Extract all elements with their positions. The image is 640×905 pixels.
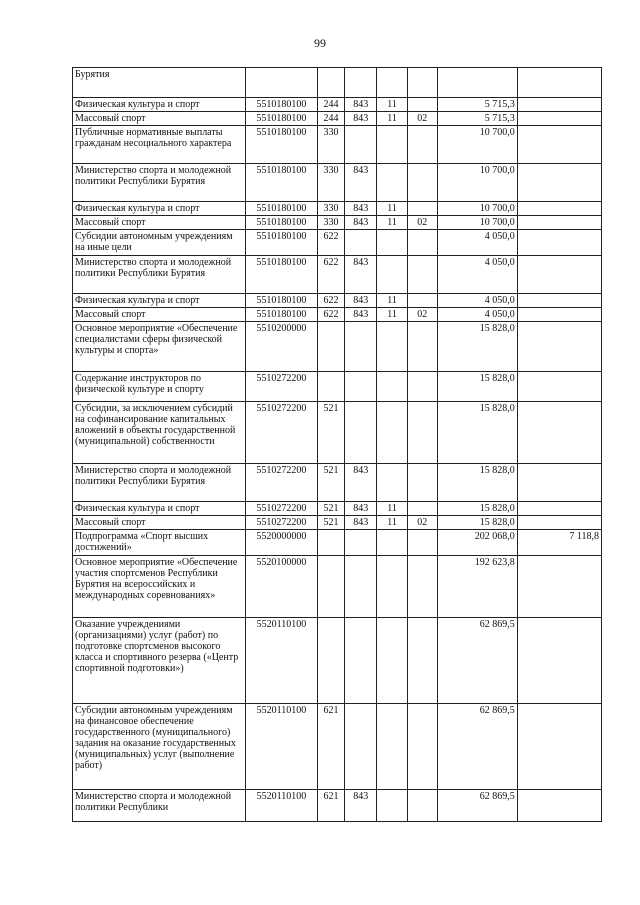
- row-vr-cell: 521: [318, 402, 345, 464]
- row-name-cell: Массовый спорт: [73, 516, 246, 530]
- row-grbs-cell: [345, 68, 377, 98]
- row-grbs-cell: 843: [345, 256, 377, 294]
- row-vr-cell: 330: [318, 164, 345, 202]
- table-row: [73, 308, 602, 322]
- table-row: [73, 112, 602, 126]
- row-rz-cell: 11: [377, 98, 407, 112]
- row-sum2-cell: [517, 464, 601, 502]
- row-rz-cell: [377, 402, 407, 464]
- row-vr-cell: [318, 68, 345, 98]
- row-pr-cell: [407, 502, 437, 516]
- row-grbs-cell: 843: [345, 502, 377, 516]
- row-vr-cell: [318, 618, 345, 704]
- row-csr-cell: 5510180100: [245, 202, 317, 216]
- row-sum-cell: 62 869,5: [437, 704, 517, 790]
- row-rz-cell: [377, 126, 407, 164]
- table-row: [73, 502, 602, 516]
- row-rz-cell: [377, 790, 407, 822]
- row-name-cell: Публичные нормативные выплаты гражданам несоциального характера: [73, 126, 246, 164]
- table-row: [73, 618, 602, 704]
- row-csr-cell: 5510180100: [245, 294, 317, 308]
- row-sum-cell: 15 828,0: [437, 322, 517, 372]
- row-csr-cell: 5510272200: [245, 502, 317, 516]
- row-csr-cell: 5510272200: [245, 372, 317, 402]
- row-sum-cell: 15 828,0: [437, 502, 517, 516]
- row-grbs-cell: 843: [345, 516, 377, 530]
- row-grbs-cell: 843: [345, 164, 377, 202]
- table-row: [73, 98, 602, 112]
- row-sum2-cell: [517, 164, 601, 202]
- row-sum2-cell: [517, 516, 601, 530]
- row-grbs-cell: [345, 322, 377, 372]
- row-vr-cell: [318, 556, 345, 618]
- row-vr-cell: 521: [318, 464, 345, 502]
- row-csr-cell: 5520000000: [245, 530, 317, 556]
- row-pr-cell: [407, 256, 437, 294]
- table-row: [73, 516, 602, 530]
- row-rz-cell: [377, 464, 407, 502]
- row-sum2-cell: [517, 216, 601, 230]
- row-vr-cell: 330: [318, 216, 345, 230]
- table-row: [73, 126, 602, 164]
- row-pr-cell: [407, 202, 437, 216]
- row-pr-cell: [407, 704, 437, 790]
- row-rz-cell: 11: [377, 516, 407, 530]
- row-sum-cell: 5 715,3: [437, 112, 517, 126]
- row-vr-cell: 521: [318, 516, 345, 530]
- table-row: [73, 790, 602, 822]
- row-rz-cell: [377, 704, 407, 790]
- row-csr-cell: 5520110100: [245, 790, 317, 822]
- row-csr-cell: 5510180100: [245, 98, 317, 112]
- row-sum2-cell: [517, 790, 601, 822]
- row-name-cell: Массовый спорт: [73, 112, 246, 126]
- row-name-cell: Оказание учреждениями (организациями) услуг (работ) по подготовке спортсменов высокого класса и спортивного резерва («Центр спортивной подготовки»): [73, 618, 246, 704]
- row-pr-cell: [407, 230, 437, 256]
- row-sum-cell: 4 050,0: [437, 230, 517, 256]
- row-vr-cell: 521: [318, 502, 345, 516]
- row-name-cell: Содержание инструкторов по физической культуре и спорту: [73, 372, 246, 402]
- row-sum-cell: 10 700,0: [437, 202, 517, 216]
- row-vr-cell: 330: [318, 202, 345, 216]
- row-sum2-cell: [517, 308, 601, 322]
- row-sum-cell: 10 700,0: [437, 164, 517, 202]
- row-grbs-cell: 843: [345, 98, 377, 112]
- table-row: [73, 230, 602, 256]
- row-grbs-cell: [345, 618, 377, 704]
- row-sum-cell: [437, 68, 517, 98]
- row-sum-cell: 15 828,0: [437, 464, 517, 502]
- table-row: [73, 402, 602, 464]
- budget-table-body: [73, 68, 602, 822]
- row-pr-cell: [407, 530, 437, 556]
- row-pr-cell: [407, 790, 437, 822]
- row-pr-cell: 02: [407, 308, 437, 322]
- row-name-cell: Физическая культура и спорт: [73, 98, 246, 112]
- row-rz-cell: [377, 256, 407, 294]
- row-csr-cell: 5510200000: [245, 322, 317, 372]
- row-sum2-cell: [517, 402, 601, 464]
- row-rz-cell: [377, 322, 407, 372]
- row-vr-cell: [318, 322, 345, 372]
- row-sum-cell: 62 869,5: [437, 790, 517, 822]
- row-sum2-cell: [517, 98, 601, 112]
- row-rz-cell: 11: [377, 216, 407, 230]
- row-grbs-cell: 843: [345, 464, 377, 502]
- table-row: [73, 68, 602, 98]
- row-grbs-cell: [345, 530, 377, 556]
- row-name-cell: Министерство спорта и молодежной политики Республики Бурятия: [73, 164, 246, 202]
- row-name-cell: Министерство спорта и молодежной политики Республики: [73, 790, 246, 822]
- table-row: [73, 372, 602, 402]
- row-csr-cell: [245, 68, 317, 98]
- row-name-cell: Физическая культура и спорт: [73, 294, 246, 308]
- row-grbs-cell: 843: [345, 308, 377, 322]
- table-row: [73, 530, 602, 556]
- row-vr-cell: 621: [318, 790, 345, 822]
- row-name-cell: Министерство спорта и молодежной политики Республики Бурятия: [73, 464, 246, 502]
- table-row: [73, 464, 602, 502]
- row-vr-cell: 244: [318, 98, 345, 112]
- row-csr-cell: 5510272200: [245, 516, 317, 530]
- row-grbs-cell: [345, 402, 377, 464]
- row-sum2-cell: [517, 68, 601, 98]
- row-sum2-cell: [517, 556, 601, 618]
- row-rz-cell: [377, 530, 407, 556]
- row-csr-cell: 5520110100: [245, 704, 317, 790]
- row-pr-cell: 02: [407, 516, 437, 530]
- row-pr-cell: 02: [407, 216, 437, 230]
- row-pr-cell: [407, 322, 437, 372]
- row-sum-cell: 192 623,8: [437, 556, 517, 618]
- table-row: [73, 322, 602, 372]
- row-vr-cell: 622: [318, 256, 345, 294]
- row-pr-cell: [407, 372, 437, 402]
- row-vr-cell: 330: [318, 126, 345, 164]
- row-pr-cell: [407, 126, 437, 164]
- row-rz-cell: [377, 372, 407, 402]
- row-csr-cell: 5510180100: [245, 216, 317, 230]
- row-sum-cell: 4 050,0: [437, 256, 517, 294]
- row-pr-cell: [407, 618, 437, 704]
- row-sum2-cell: [517, 256, 601, 294]
- row-sum2-cell: [517, 502, 601, 516]
- row-sum2-cell: [517, 126, 601, 164]
- row-grbs-cell: [345, 556, 377, 618]
- row-sum-cell: 15 828,0: [437, 372, 517, 402]
- row-sum-cell: 10 700,0: [437, 216, 517, 230]
- row-grbs-cell: 843: [345, 112, 377, 126]
- row-vr-cell: 622: [318, 294, 345, 308]
- row-grbs-cell: [345, 126, 377, 164]
- row-pr-cell: [407, 68, 437, 98]
- row-rz-cell: [377, 618, 407, 704]
- row-vr-cell: 244: [318, 112, 345, 126]
- row-sum-cell: 15 828,0: [437, 402, 517, 464]
- row-rz-cell: [377, 164, 407, 202]
- row-sum2-cell: [517, 230, 601, 256]
- row-sum-cell: 202 068,0: [437, 530, 517, 556]
- budget-table: [72, 67, 602, 822]
- row-grbs-cell: [345, 230, 377, 256]
- row-csr-cell: 5510180100: [245, 308, 317, 322]
- row-sum2-cell: [517, 618, 601, 704]
- row-sum-cell: 4 050,0: [437, 294, 517, 308]
- row-rz-cell: 11: [377, 308, 407, 322]
- row-name-cell: Подпрограмма «Спорт высших достижений»: [73, 530, 246, 556]
- row-name-cell: Массовый спорт: [73, 216, 246, 230]
- table-row: [73, 294, 602, 308]
- row-csr-cell: 5510180100: [245, 230, 317, 256]
- row-csr-cell: 5510180100: [245, 126, 317, 164]
- row-grbs-cell: 843: [345, 294, 377, 308]
- row-sum2-cell: [517, 322, 601, 372]
- row-csr-cell: 5510180100: [245, 256, 317, 294]
- row-pr-cell: [407, 294, 437, 308]
- row-vr-cell: 622: [318, 308, 345, 322]
- row-csr-cell: 5510180100: [245, 112, 317, 126]
- row-name-cell: Субсидии автономным учреждениям на иные цели: [73, 230, 246, 256]
- row-sum-cell: 4 050,0: [437, 308, 517, 322]
- row-sum-cell: 15 828,0: [437, 516, 517, 530]
- row-rz-cell: 11: [377, 112, 407, 126]
- row-pr-cell: [407, 164, 437, 202]
- row-name-cell: Основное мероприятие «Обеспечение специалистами сферы физической культуры и спорта»: [73, 322, 246, 372]
- row-sum-cell: 62 869,5: [437, 618, 517, 704]
- row-rz-cell: 11: [377, 294, 407, 308]
- row-pr-cell: [407, 402, 437, 464]
- row-sum2-cell: [517, 202, 601, 216]
- row-vr-cell: 622: [318, 230, 345, 256]
- row-sum-cell: 10 700,0: [437, 126, 517, 164]
- row-rz-cell: 11: [377, 202, 407, 216]
- row-grbs-cell: 843: [345, 216, 377, 230]
- row-pr-cell: [407, 464, 437, 502]
- row-sum2-cell: [517, 294, 601, 308]
- row-name-cell: Субсидии автономным учреждениям на финансовое обеспечение государственного (муниципального) задания на оказание государственных (муниципальных) услуг (выполнение работ): [73, 704, 246, 790]
- row-csr-cell: 5520100000: [245, 556, 317, 618]
- row-name-cell: Физическая культура и спорт: [73, 202, 246, 216]
- row-grbs-cell: 843: [345, 202, 377, 216]
- row-vr-cell: 621: [318, 704, 345, 790]
- table-row: [73, 556, 602, 618]
- table-row: [73, 216, 602, 230]
- row-grbs-cell: 843: [345, 790, 377, 822]
- row-csr-cell: 5520110100: [245, 618, 317, 704]
- row-sum2-cell: [517, 112, 601, 126]
- row-csr-cell: 5510180100: [245, 164, 317, 202]
- row-csr-cell: 5510272200: [245, 464, 317, 502]
- table-row: [73, 256, 602, 294]
- row-pr-cell: [407, 556, 437, 618]
- row-name-cell: Массовый спорт: [73, 308, 246, 322]
- row-sum2-cell: [517, 704, 601, 790]
- row-rz-cell: 11: [377, 502, 407, 516]
- row-name-cell: Бурятия: [73, 68, 246, 98]
- row-name-cell: Министерство спорта и молодежной политики Республики Бурятия: [73, 256, 246, 294]
- table-row: [73, 164, 602, 202]
- row-sum2-cell: [517, 372, 601, 402]
- row-rz-cell: [377, 230, 407, 256]
- row-grbs-cell: [345, 704, 377, 790]
- row-grbs-cell: [345, 372, 377, 402]
- row-sum-cell: 5 715,3: [437, 98, 517, 112]
- row-vr-cell: [318, 530, 345, 556]
- page-number: 99: [314, 36, 326, 50]
- table-row: [73, 202, 602, 216]
- row-name-cell: Основное мероприятие «Обеспечение участия спортсменов Республики Бурятия на всероссийских и международных соревнованиях»: [73, 556, 246, 618]
- row-name-cell: Субсидии, за исключением субсидий на софинансирование капитальных вложений в объекты государственной (муниципальной) собственности: [73, 402, 246, 464]
- row-pr-cell: 02: [407, 112, 437, 126]
- row-rz-cell: [377, 68, 407, 98]
- row-vr-cell: [318, 372, 345, 402]
- table-row: [73, 704, 602, 790]
- row-csr-cell: 5510272200: [245, 402, 317, 464]
- row-sum2-cell: 7 118,8: [517, 530, 601, 556]
- row-name-cell: Физическая культура и спорт: [73, 502, 246, 516]
- row-pr-cell: [407, 98, 437, 112]
- row-rz-cell: [377, 556, 407, 618]
